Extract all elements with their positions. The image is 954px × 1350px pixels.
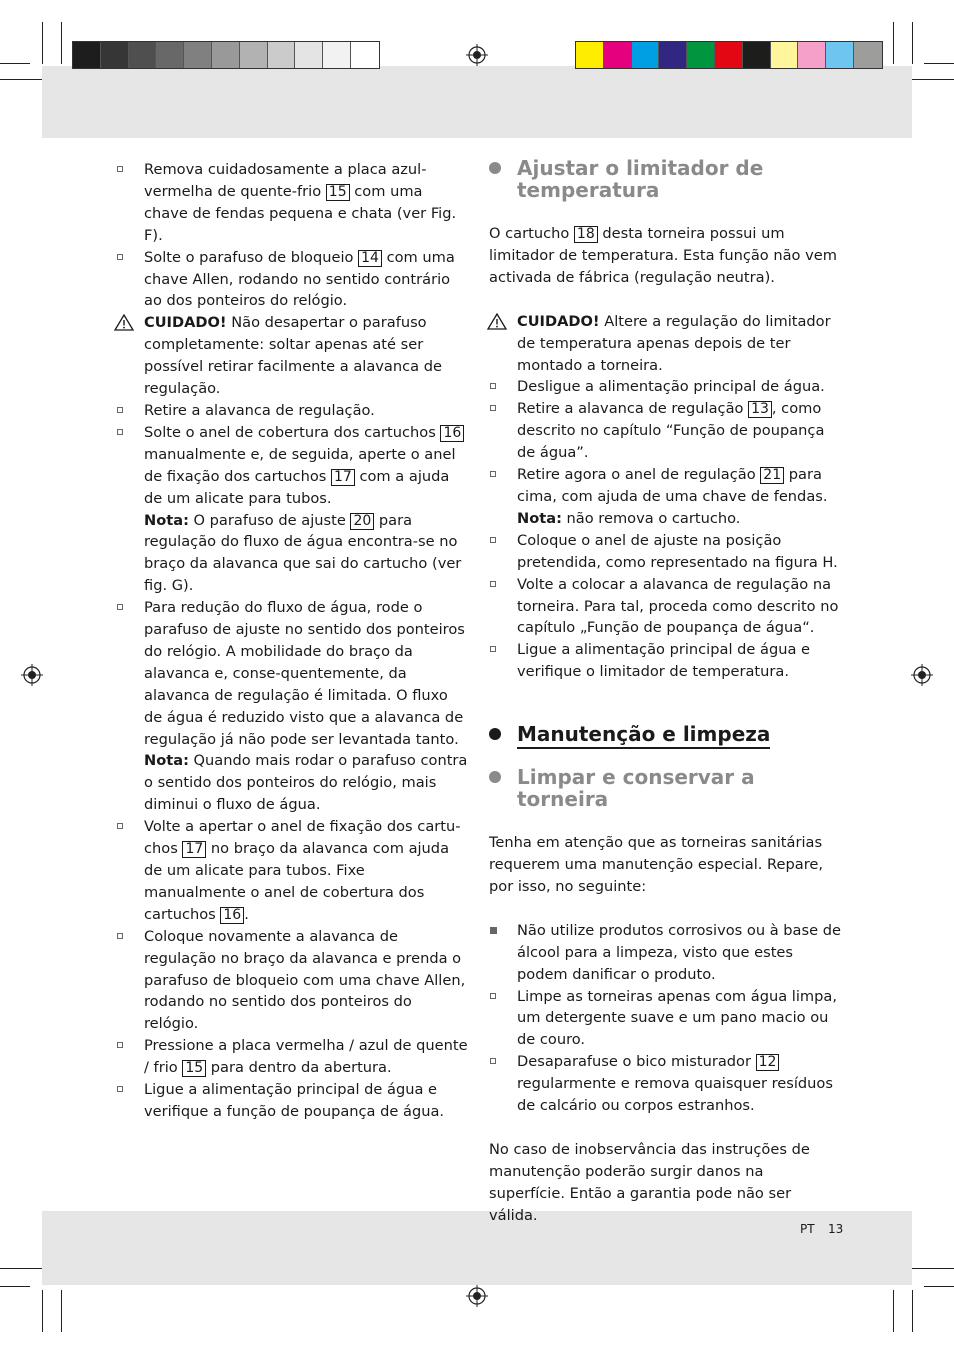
crop-mark — [0, 1286, 30, 1287]
list-item: Desligue a alimentação principal de água. — [489, 376, 841, 398]
section-heading: Limpar e conservar a torneira — [489, 766, 841, 810]
crop-mark — [893, 22, 894, 64]
color-swatch — [101, 42, 129, 68]
registration-mark-icon — [911, 664, 933, 686]
color-swatch — [129, 42, 157, 68]
paragraph: O cartucho 18 desta torneira possui um limitador de temperatura. Esta função não vem activada de fábrica (regulação neutra). — [489, 225, 837, 286]
crop-mark — [61, 1290, 62, 1332]
registration-mark-icon — [466, 1285, 488, 1307]
crop-mark — [0, 79, 48, 80]
color-swatch — [854, 42, 882, 68]
note: Nota: não remova o cartucho. — [517, 509, 741, 527]
left-column — [116, 159, 468, 1123]
list-item: Solte o parafuso de bloqueio 14 com uma chave Allen, rodando no sentido contrário ao dos ponteiros do relógio. — [116, 247, 468, 313]
crop-mark — [924, 1286, 954, 1287]
warning-triangle-icon — [487, 313, 507, 330]
right-column — [489, 157, 841, 1227]
color-swatch — [184, 42, 212, 68]
crop-mark — [0, 63, 30, 64]
list-item: Ligue a alimentação principal de água e verifique o limitador de temperatura. — [489, 639, 841, 683]
note: Nota: Quando mais rodar o parafuso contra o sentido dos ponteiros do relógio, mais diminui o fluxo de água. — [144, 752, 468, 814]
list-item: Volte a apertar o anel de fixação dos cartu-chos 17 no braço da alavanca com ajuda de um alicate para tubos. Fixe manualmente o anel de cobertura dos cartuchos 16 . — [116, 816, 468, 926]
list-item: Não utilize produtos corrosivos ou à base de álcool para a limpeza, visto que estes podem danificar o produto. — [489, 920, 841, 986]
caution-note: CUIDADO! Altere a regulação do limitador de temperatura apenas depois de ter montado a torneira. — [489, 311, 841, 377]
language-code: PT — [800, 1222, 815, 1236]
list-item: Pressione a placa vermelha / azul de quente / frio 15 para dentro da abertura. — [116, 1035, 468, 1079]
crop-mark — [906, 79, 954, 80]
cmyk-color-bar — [575, 41, 883, 69]
list-item: Para redução do fluxo de água, rode o parafuso de ajuste no sentido dos ponteiros do relógio. A mobilidade do braço da alavanca e, conse-quentemente, da alavanca de regulação é limitada. O fluxo de água é reduzido visto que a alavanca de regulação já não pode ser levantada tanto. — [116, 597, 468, 750]
crop-mark — [61, 22, 62, 64]
header-band — [42, 66, 912, 138]
crop-mark — [912, 22, 913, 64]
crop-mark — [912, 1290, 913, 1332]
note: Nota: O parafuso de ajuste 20 para regulação do fluxo de água encontra-se no braço da alavanca que sai do cartucho (ver fig. G). — [144, 511, 462, 595]
color-swatch — [659, 42, 687, 68]
caution-note: CUIDADO! Não desapertar o parafuso completamente: soltar apenas até ser possível retirar facilmente a alavanca de regulação. — [116, 312, 468, 400]
color-swatch — [212, 42, 240, 68]
section-heading: Ajustar o limitador de temperatura — [489, 157, 841, 201]
color-swatch — [771, 42, 799, 68]
registration-mark-icon — [21, 664, 43, 686]
color-swatch — [632, 42, 660, 68]
registration-mark-icon — [466, 44, 488, 66]
section-heading-main: Manutenção e limpeza — [489, 723, 841, 745]
crop-mark — [0, 1268, 48, 1269]
color-swatch — [268, 42, 296, 68]
color-swatch — [156, 42, 184, 68]
color-swatch — [743, 42, 771, 68]
list-item: Coloque novamente a alavanca de regulação no braço da alavanca e prenda o parafuso de bloqueio com uma chave Allen, rodando no sentido dos ponteiros do relógio. — [116, 926, 468, 1036]
list-item: Remova cuidadosamente a placa azul- vermelha de quente-frio 15 com uma chave de fendas pequena e chata (ver Fig. F). — [116, 159, 468, 247]
paragraph: Tenha em atenção que as torneiras sanitárias requerem uma manutenção especial. Repare, por isso, no seguinte: — [489, 834, 823, 895]
color-swatch — [715, 42, 743, 68]
list-item: Desaparafuse o bico misturador 12 regularmente e remova quaisquer resíduos de calcário ou corpos estranhos. — [489, 1051, 841, 1117]
warning-triangle-icon — [114, 314, 134, 331]
list-item: Volte a colocar a alavanca de regulação na torneira. Para tal, proceda como descrito no capítulo „Função de poupança de água“. — [489, 574, 841, 640]
page-number: 13 — [828, 1222, 844, 1236]
color-swatch — [73, 42, 101, 68]
color-swatch — [687, 42, 715, 68]
grayscale-color-bar — [72, 41, 380, 69]
color-swatch — [604, 42, 632, 68]
list-item: Solte o anel de cobertura dos cartuchos 16 manualmente e, de seguida, aperte o anel de fixação dos cartuchos 17 com a ajuda de um alicate para tubos. — [116, 422, 468, 510]
color-swatch — [351, 42, 379, 68]
crop-mark — [42, 22, 43, 64]
color-swatch — [576, 42, 604, 68]
crop-mark — [906, 1268, 954, 1269]
list-item: Limpe as torneiras apenas com água limpa, um detergente suave e um pano macio ou de couro. — [489, 986, 841, 1052]
crop-mark — [42, 1290, 43, 1332]
color-swatch — [798, 42, 826, 68]
color-swatch — [323, 42, 351, 68]
color-swatch — [826, 42, 854, 68]
list-item: Retire a alavanca de regulação 13 , como descrito no capítulo “Função de poupança de água”. — [489, 398, 841, 464]
list-item: Ligue a alimentação principal de água e verifique a função de poupança de água. — [116, 1079, 468, 1123]
color-swatch — [240, 42, 268, 68]
crop-mark — [893, 1290, 894, 1332]
crop-mark — [924, 63, 954, 64]
paragraph: No caso de inobservância das instruções de manutenção poderão surgir danos na superfície. Então a garantia pode não ser válida. — [489, 1141, 810, 1224]
list-item: Retire agora o anel de regulação 21 para cima, com ajuda de uma chave de fendas. — [489, 464, 841, 508]
list-item: Retire a alavanca de regulação. — [116, 400, 468, 422]
list-item: Coloque o anel de ajuste na posição pretendida, como representado na figura H. — [489, 530, 841, 574]
color-swatch — [295, 42, 323, 68]
